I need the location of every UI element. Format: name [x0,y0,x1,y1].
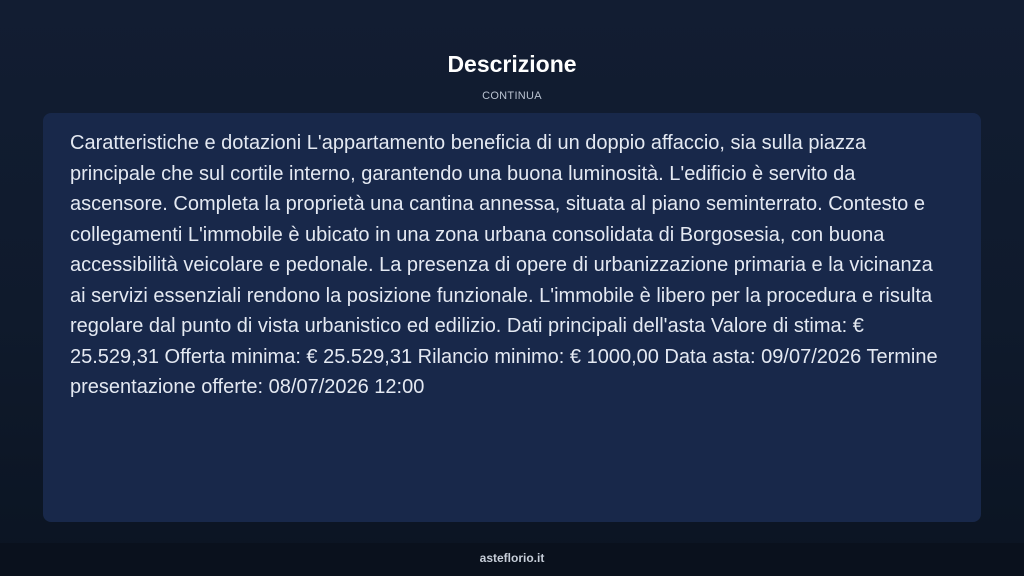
footer-domain: asteflorio.it [479,551,545,565]
description-card [43,113,981,522]
continue-link[interactable]: CONTINUA [482,90,542,102]
page-title: Descrizione [447,51,577,77]
description-text: Caratteristiche e dotazioni L'appartamento beneficia di un doppio affaccio, sia sulla piazza principale che sul cortile interno, garantendo una buona luminosità. L'edificio è servito da ascensore. Completa la proprietà una cantina annessa, situata al piano seminterrato. Contesto e collegamenti L'immobile è ubicato in una zona urbana consolidata di Borgosesia, con buona accessibilità veicolare e pedonale. La presenza di opere di urbanizzazione primaria e la vicinanza ai servizi essenziali rendono la posizione funzionale. L'immobile è libero per la procedura e risulta regolare dal punto di vista urbanistico ed edilizio. Dati principali dell'asta Valore di stima: € 25.529,31 Offerta minima: € 25.529,31 Rilancio minimo: € 1000,00 Data asta: 09/07/2026 Termine presentazione offerte: 08/07/2026 12:00 [70,132,938,398]
